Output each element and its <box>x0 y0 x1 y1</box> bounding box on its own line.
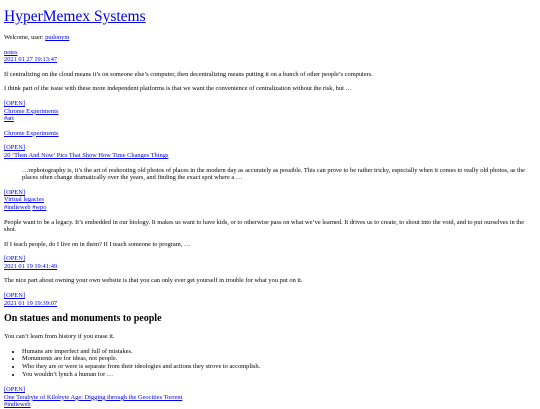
open-link[interactable]: [OPEN] <box>4 292 25 300</box>
post-geocities <box>4 386 536 409</box>
open-link[interactable]: [OPEN] <box>4 386 25 394</box>
post-text: You can’t learn from history if you erase it. <box>4 333 115 341</box>
post-title-link[interactable]: 20 ‘Then And Now’ Pics That Show How Time Changes Things <box>4 151 169 159</box>
welcome-line <box>4 34 536 42</box>
timestamp-link[interactable]: 2021 01 27 19:13:47 <box>4 56 58 64</box>
post-body-link-line <box>4 130 536 138</box>
list-item: • Who they are or were is separate from their ideologies and actions they strove to accomplish. <box>22 363 536 371</box>
post-title-link[interactable]: One Terabyte of Kilobyte Age: Digging through the Geocities Torrent <box>4 393 183 401</box>
tag-indieweb-link[interactable]: #indieweb <box>4 401 31 409</box>
timestamp-link[interactable]: 2021 01 19 19:41:49 <box>4 262 58 270</box>
post-notes-meta <box>4 49 536 64</box>
post-title-link[interactable]: Chrome Experiments <box>4 107 59 115</box>
post-quote: …rephotography is, it’s the art of reshooting old photos of places in the modern day as accurately as possible. This can prove to be rather tricky, especially when it comes to really old photos, as the places often change dramatically over the years, and finding the exact spot where a … <box>22 166 525 182</box>
post-then-and-now <box>4 144 536 159</box>
open-link[interactable]: [OPEN] <box>4 99 25 107</box>
tag-art-link[interactable]: #art <box>4 115 14 123</box>
open-link[interactable]: [OPEN] <box>4 144 25 152</box>
post-text: If I teach people, do I live on in them? If I teach someone to program, … <box>4 240 191 248</box>
post-title-link[interactable]: Virtual legacies <box>4 196 44 204</box>
post-text: I think part of the issue with these more independent platforms is that we want the convenience of centralization without the risk, but … <box>4 85 352 93</box>
welcome-text: Welcome, user: <box>4 34 46 41</box>
list-item: • You wouldn’t lynch a human for … <box>22 371 536 379</box>
post-virtual-legacies <box>4 189 536 212</box>
timestamp-link[interactable]: 2021 01 19 19:39:07 <box>4 299 58 307</box>
tag-wpo-link[interactable]: #wpo <box>32 203 47 211</box>
list-item: • Monuments are for ideas, not people. <box>22 355 536 363</box>
post-own-website-meta <box>4 255 536 270</box>
list-item: • Humans are imperfect and full of mistakes. <box>22 348 536 356</box>
post-chrome-experiments <box>4 100 536 123</box>
tag-notes-link[interactable]: notes <box>4 48 18 56</box>
site-title <box>4 8 536 26</box>
open-link[interactable]: [OPEN] <box>4 188 25 196</box>
tag-indieweb-link[interactable]: #indieweb <box>4 203 31 211</box>
post-text: The nice part about owning your own website is that you can only ever get yourself in trouble for what you put on it. <box>4 277 303 285</box>
post-heading: On statues and monuments to people <box>4 313 162 325</box>
post-bullet-list <box>4 348 536 378</box>
post-text: If centralizing on the cloud means it’s on someone else’s computer, then decentralizing means putting it on a bunch of other people’s computers. <box>4 70 373 78</box>
chrome-experiments-link[interactable]: Chrome Experiments <box>4 129 59 137</box>
open-link[interactable]: [OPEN] <box>4 255 25 263</box>
site-title-link[interactable]: HyperMemex Systems <box>4 8 146 25</box>
post-text: People want to be a legacy. It’s embedded in our biology. It makes us want to have kids, or to otherwise pass on what we’ve learned. It drives us to create, to shout into the void, and to put ourselves in the shot. <box>4 218 525 234</box>
tag-list <box>4 204 46 211</box>
post-statues-meta <box>4 292 536 307</box>
username-link[interactable]: pudonym <box>45 34 70 41</box>
